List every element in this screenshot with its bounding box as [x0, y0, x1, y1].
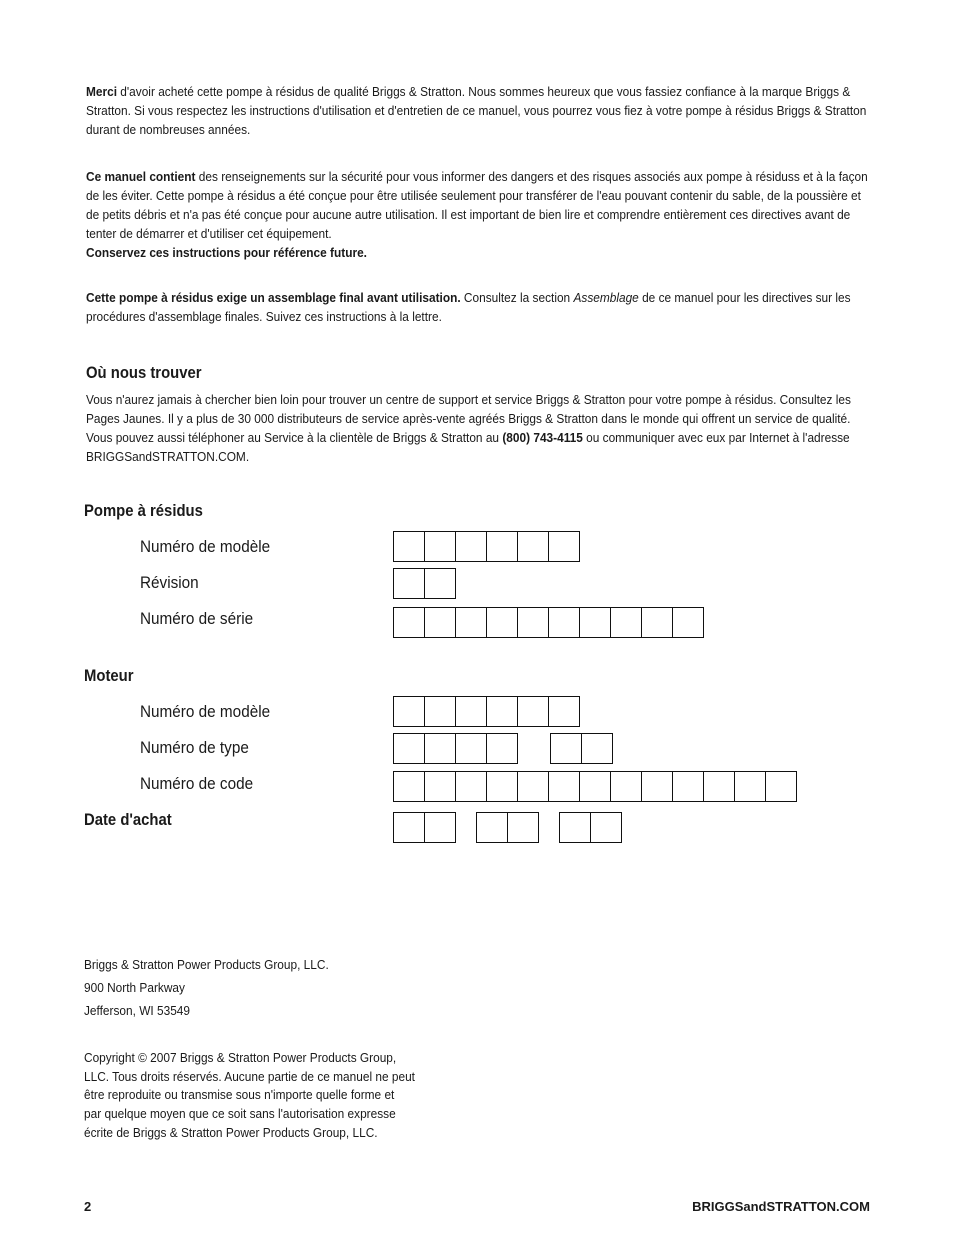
- entry-box: [425, 607, 456, 638]
- manual-keep-notice: Conservez ces instructions pour référence future.: [86, 245, 367, 260]
- entry-box: [580, 607, 611, 638]
- entry-box-group: [550, 733, 613, 764]
- entry-box-group: [393, 771, 797, 802]
- entry-box: [642, 771, 673, 802]
- entry-box: [591, 812, 622, 843]
- copyright-line-5: écrite de Briggs & Stratton Power Products Group, LLC.: [84, 1125, 378, 1140]
- entry-box: [394, 812, 425, 843]
- entry-box: [611, 771, 642, 802]
- entry-box: [394, 607, 425, 638]
- entry-box: [549, 771, 580, 802]
- engine-heading: Moteur: [84, 667, 134, 685]
- assembly-paragraph: [86, 288, 872, 326]
- entry-box: [394, 733, 425, 764]
- where-heading: Où nous trouver: [86, 364, 202, 382]
- address-company: Briggs & Stratton Power Products Group, LLC.: [84, 957, 329, 972]
- entry-box-group: [393, 607, 704, 638]
- manual-paragraph: [86, 167, 872, 262]
- pump-revision-boxes: [393, 568, 456, 599]
- entry-box: [425, 531, 456, 562]
- copyright-line-3: être reproduite ou transmise sous n'importe quelle forme et: [84, 1087, 395, 1102]
- assembly-lead: Cette pompe à résidus exige un assemblage final avant utilisation.: [86, 290, 461, 305]
- entry-box: [394, 531, 425, 562]
- entry-box: [549, 607, 580, 638]
- entry-box-group: [393, 531, 580, 562]
- entry-box: [766, 771, 797, 802]
- entry-box: [551, 733, 582, 764]
- manual-text: des renseignements sur la sécurité pour vous informer des dangers et des risques associés aux pompe à résiduss et à la façon de les éviter. Cette pompe à résidus a été conçue pour être utilisée seulement pour transférer de l'eau pouvant contenir du sable, de la poussière et de petits débris et n'a pas été conçue pour aucune autre utilisation. Il est important de bien lire et comprendre entièrement ces directives avant de tenter de démarrer et d'utiliser cet équipement.: [86, 169, 868, 241]
- entry-box-group: [393, 568, 456, 599]
- engine-type-boxes: [393, 733, 613, 764]
- entry-box-group: [393, 812, 456, 843]
- entry-box: [425, 812, 456, 843]
- entry-box: [549, 696, 580, 727]
- entry-box: [611, 607, 642, 638]
- entry-box: [425, 696, 456, 727]
- entry-box: [487, 531, 518, 562]
- intro-text: d'avoir acheté cette pompe à résidus de qualité Briggs & Stratton. Nous sommes heureux que vous fassiez confiance à la marque Briggs & Stratton. Si vous respectez les instructions d'utilisation et d'entretien de ce manuel, vous pourrez vous fiez à votre pompe à résidus Briggs & Stratton durant de nombreuses années.: [86, 84, 867, 137]
- entry-box: [642, 607, 673, 638]
- entry-box: [582, 733, 613, 764]
- entry-box: [518, 531, 549, 562]
- where-paragraph: [86, 390, 872, 466]
- address-street: 900 North Parkway: [84, 980, 185, 995]
- page-number: 2: [84, 1199, 92, 1214]
- entry-box: [508, 812, 539, 843]
- entry-box: [518, 607, 549, 638]
- entry-box: [394, 568, 425, 599]
- pump-model-boxes: [393, 531, 580, 562]
- assembly-section-name: Assemblage: [573, 290, 639, 305]
- pump-model-label: Numéro de modèle: [140, 537, 271, 556]
- entry-box: [487, 771, 518, 802]
- entry-box-group: [559, 812, 622, 843]
- where-text-2: ou communiquer avec eux par Internet à l'adresse BRIGGSandSTRATTON.COM.: [86, 430, 850, 464]
- entry-box: [456, 696, 487, 727]
- entry-box: [735, 771, 766, 802]
- pump-serial-label: Numéro de série: [140, 609, 254, 628]
- entry-box: [394, 771, 425, 802]
- purchase-date-boxes: [393, 812, 622, 843]
- entry-box: [549, 531, 580, 562]
- entry-box: [394, 696, 425, 727]
- engine-type-label: Numéro de type: [140, 738, 249, 757]
- entry-box: [425, 568, 456, 599]
- entry-box-group: [476, 812, 539, 843]
- purchase-date-heading: Date d'achat: [84, 811, 172, 829]
- copyright-line-1: Copyright © 2007 Briggs & Stratton Power Products Group,: [84, 1050, 397, 1065]
- entry-box-group: [393, 733, 518, 764]
- entry-box: [425, 771, 456, 802]
- entry-box: [487, 733, 518, 764]
- entry-box: [580, 771, 611, 802]
- entry-box: [456, 771, 487, 802]
- assembly-text-1: Consultez la section: [460, 290, 574, 305]
- entry-box: [518, 771, 549, 802]
- entry-box-group: [393, 696, 580, 727]
- engine-model-boxes: [393, 696, 580, 727]
- footer-website: BRIGGSandSTRATTON.COM: [692, 1199, 870, 1214]
- entry-box: [477, 812, 508, 843]
- entry-box: [425, 733, 456, 764]
- pump-heading: Pompe à résidus: [84, 502, 203, 520]
- where-text: Vous n'aurez jamais à chercher bien loin pour trouver un centre de support et service Briggs & Stratton pour votre pompe à résidus. Consultez les Pages Jaunes. Il y a plus de 30 000 distributeurs de service après-vente agréés Briggs & Stratton dans le monde qui offrent un service de qualité. Vous pouvez aussi téléphoner au Service à la clientèle de Briggs & Stratton au: [86, 392, 851, 445]
- entry-box: [518, 696, 549, 727]
- entry-box: [673, 607, 704, 638]
- address-city: Jefferson, WI 53549: [84, 1003, 191, 1018]
- entry-box: [704, 771, 735, 802]
- assembly-text-2: de ce manuel pour les directives sur les procédures d'assemblage finales. Suivez ces instructions à la lettre.: [86, 290, 851, 324]
- phone-number: (800) 743-4115: [502, 430, 583, 445]
- copyright-line-4: par quelque moyen que ce soit sans l'autorisation expresse: [84, 1106, 396, 1121]
- engine-code-boxes: [393, 771, 797, 802]
- pump-serial-boxes: [393, 607, 704, 638]
- engine-code-label: Numéro de code: [140, 774, 254, 793]
- entry-box: [560, 812, 591, 843]
- entry-box: [456, 607, 487, 638]
- manual-lead: Ce manuel contient: [86, 169, 196, 184]
- entry-box: [487, 696, 518, 727]
- entry-box: [673, 771, 704, 802]
- entry-box: [487, 607, 518, 638]
- intro-paragraph: [86, 82, 872, 139]
- engine-model-label: Numéro de modèle: [140, 702, 271, 721]
- copyright-line-2: LLC. Tous droits réservés. Aucune partie de ce manuel ne peut: [84, 1069, 415, 1084]
- entry-box: [456, 531, 487, 562]
- entry-box: [456, 733, 487, 764]
- intro-lead: Merci: [86, 84, 118, 99]
- pump-revision-label: Révision: [140, 573, 199, 592]
